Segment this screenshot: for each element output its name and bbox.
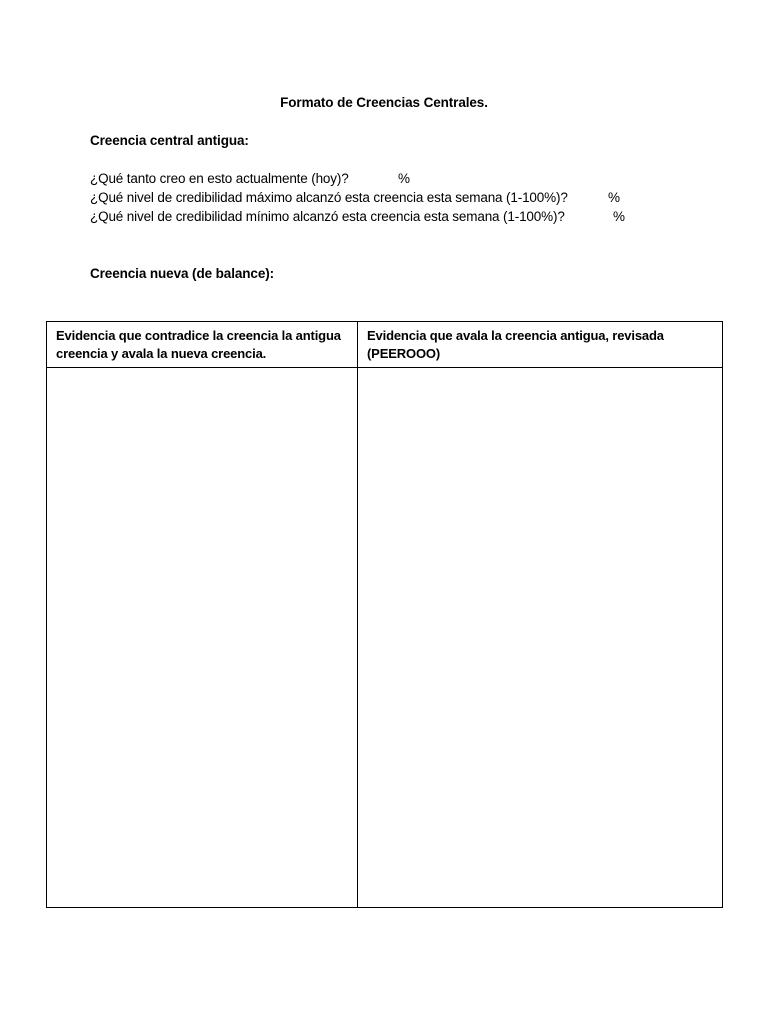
question-max-credibility: ¿Qué nivel de credibilidad máximo alcanzó esta creencia esta semana (1-100%)? [90, 190, 568, 205]
contradicting-evidence-cell[interactable] [47, 368, 358, 908]
question-current-belief: ¿Qué tanto creo en esto actualmente (hoy)? [90, 171, 349, 186]
question-min-credibility: ¿Qué nivel de credibilidad mínimo alcanzó esta creencia esta semana (1-100%)? [90, 209, 565, 224]
old-belief-heading: Creencia central antigua: [90, 133, 249, 148]
table-row [47, 368, 723, 908]
question-max-credibility-unit: % [608, 190, 621, 205]
evidence-table [46, 321, 723, 908]
supporting-evidence-cell[interactable] [358, 368, 723, 908]
table-header-row [47, 322, 723, 368]
column-header-contradicting-evidence: Evidencia que contradice la creencia la antigua creencia y avala la nueva creencia. [47, 322, 358, 368]
new-belief-heading: Creencia nueva (de balance): [90, 266, 275, 281]
question-min-credibility-unit: % [613, 209, 626, 224]
column-header-supporting-evidence: Evidencia que avala la creencia antigua, revisada (PEEROOO) [358, 322, 723, 368]
document-title: Formato de Creencias Centrales. [280, 95, 488, 110]
question-current-belief-unit: % [398, 171, 411, 186]
